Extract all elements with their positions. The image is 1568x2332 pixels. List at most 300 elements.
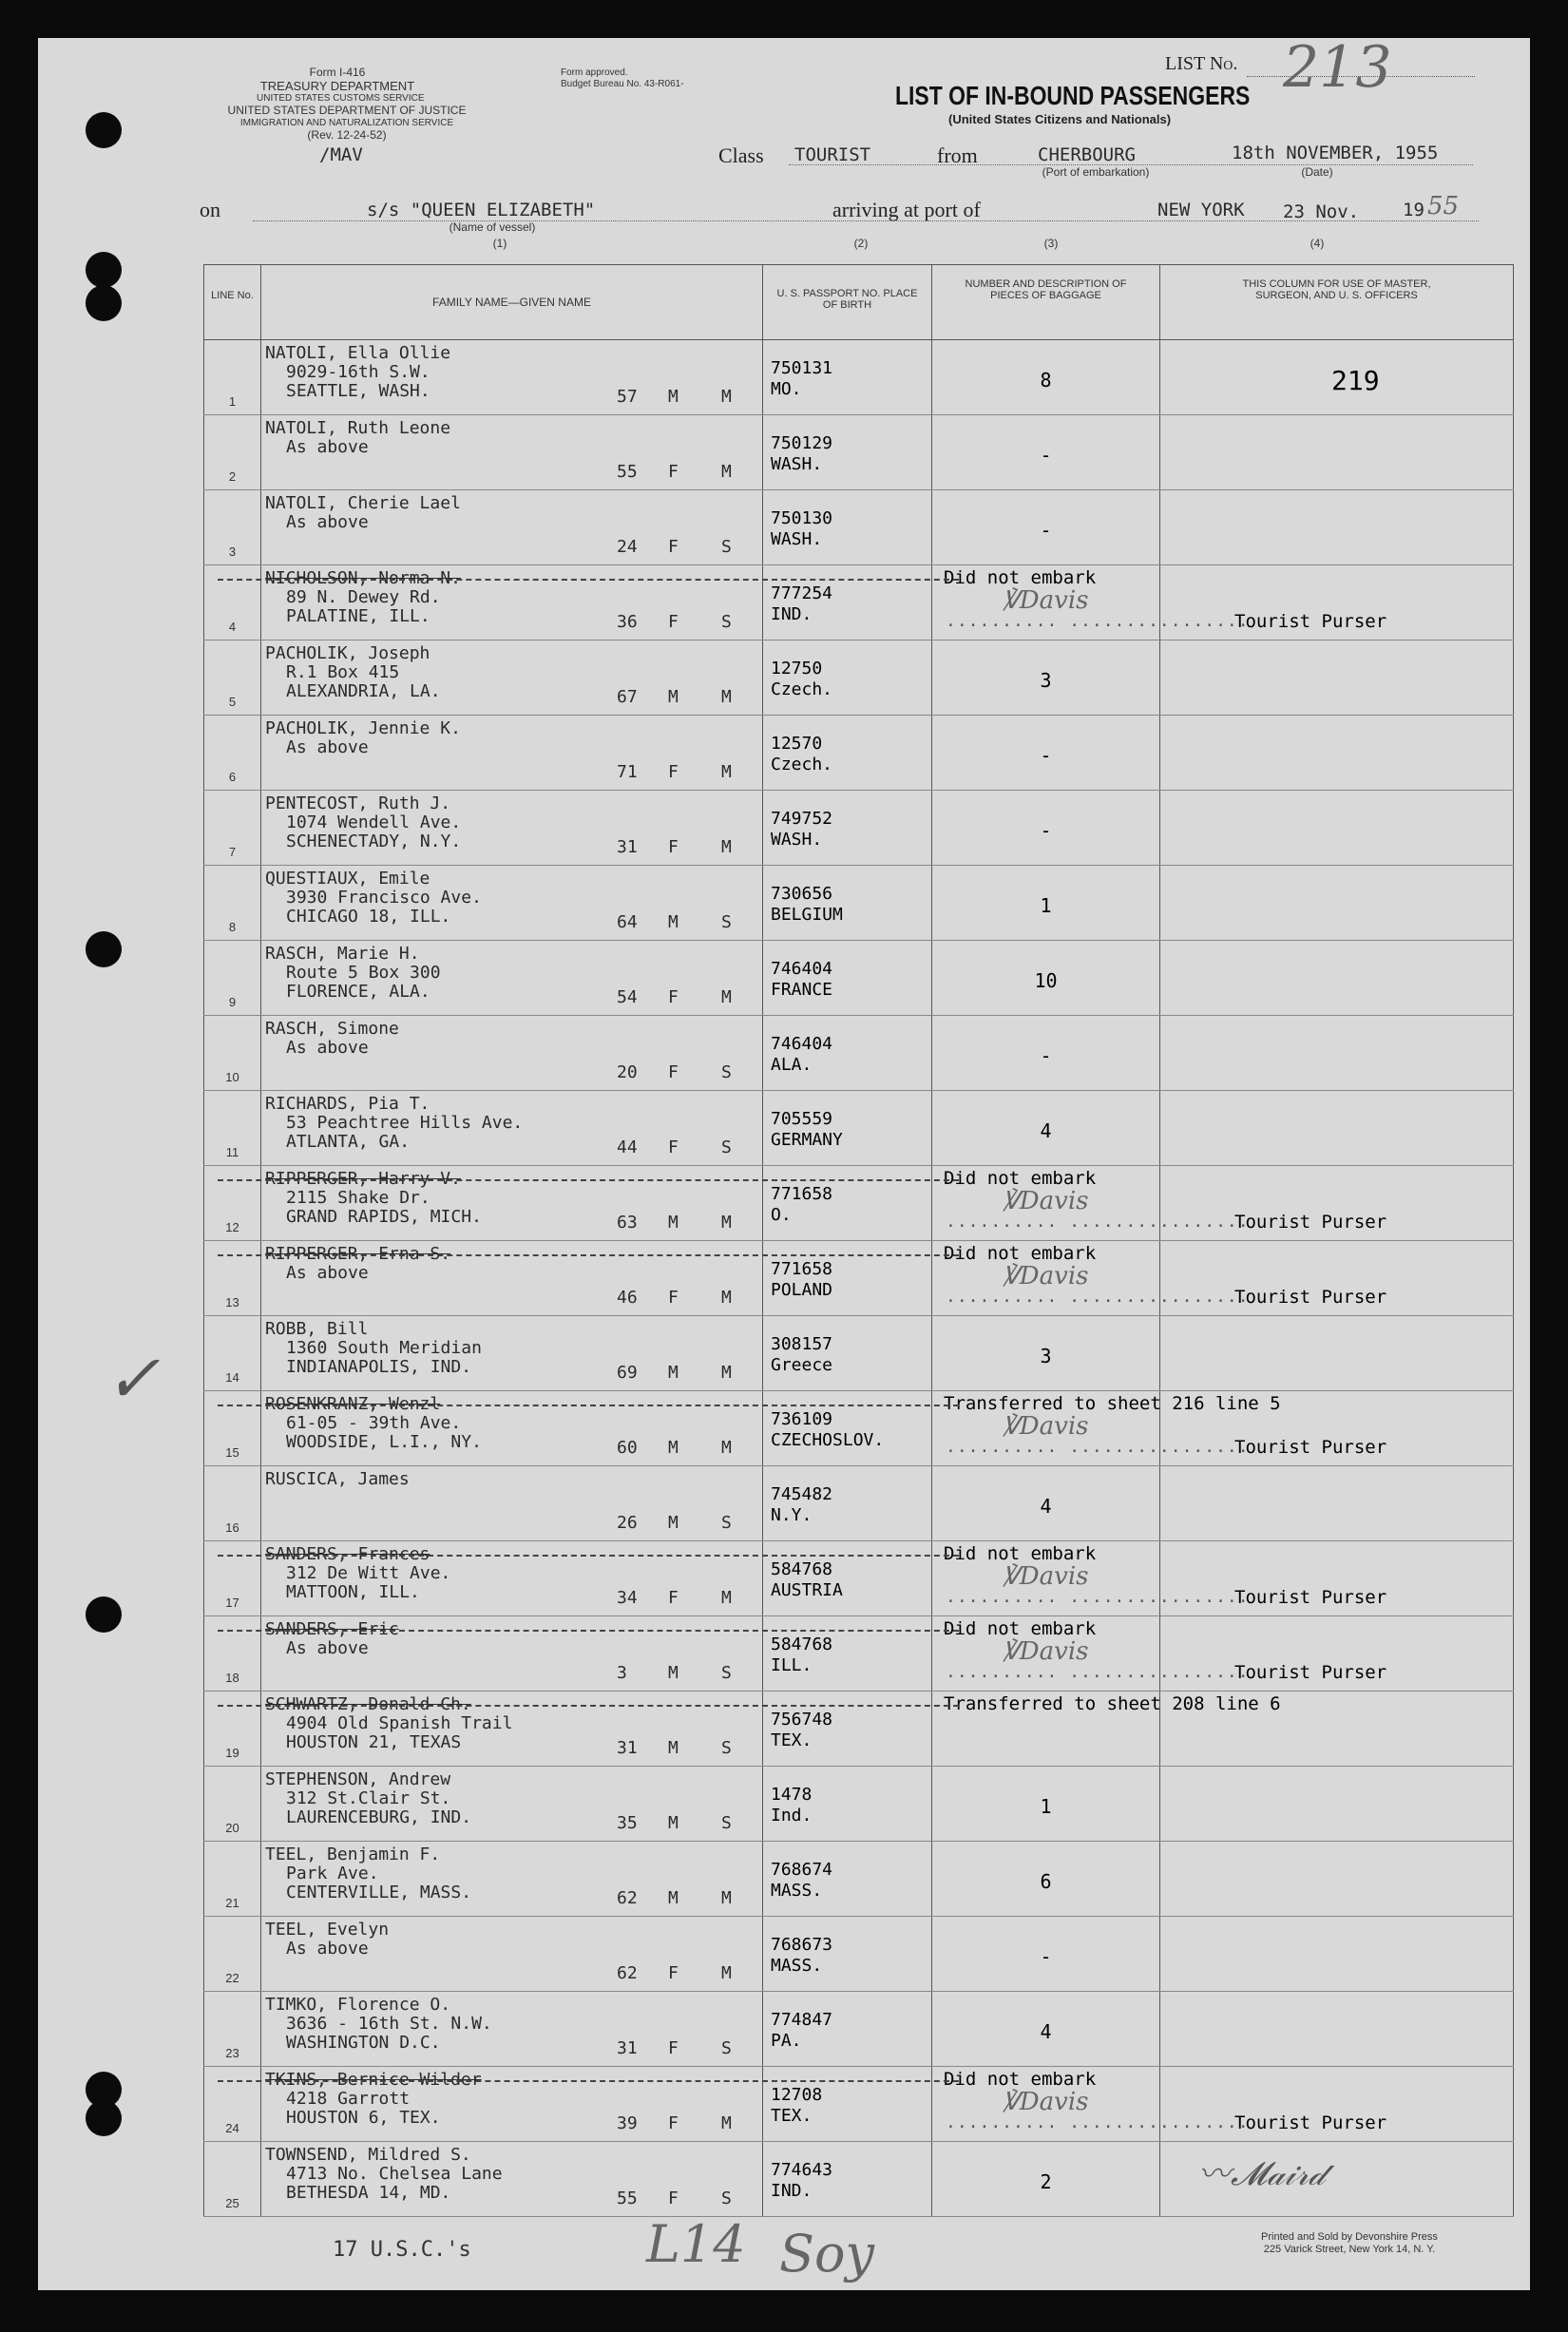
treasury-department: TREASURY DEPARTMENT	[259, 79, 415, 93]
table-row	[204, 941, 1514, 1016]
passenger-name: TOWNSEND, Mildred S.	[265, 2145, 471, 2165]
age: 62	[617, 1888, 638, 1908]
baggage-cell	[932, 1842, 1160, 1917]
sex: M	[668, 1363, 679, 1383]
sex: M	[668, 1513, 679, 1533]
address-line-1: Route 5 Box 300	[286, 963, 441, 983]
line-number: 6	[204, 716, 261, 791]
punch-hole	[86, 1596, 122, 1633]
sex: F	[668, 2113, 679, 2133]
sex: F	[668, 2189, 679, 2208]
table-row	[204, 415, 1514, 490]
table-row	[204, 1917, 1514, 1992]
sex: M	[668, 387, 679, 407]
revision: (Rev. 12-24-52)	[307, 128, 387, 142]
marital-status: M	[721, 1888, 732, 1908]
passenger-name: QUESTIAUX, Emile	[265, 869, 430, 889]
handwritten-note-2: Soy	[779, 2224, 875, 2284]
baggage-cell	[932, 1917, 1160, 1992]
passenger-name-cell	[261, 1391, 763, 1466]
baggage-cell	[932, 791, 1160, 866]
table-header	[204, 265, 1514, 340]
baggage-count: -	[1040, 1945, 1052, 1968]
baggage-count: -	[1040, 744, 1052, 767]
purser-title: .......... ................	[946, 611, 1250, 631]
purser-label: Tourist Purser	[1234, 1437, 1387, 1458]
baggage-count: 8	[1040, 369, 1052, 392]
passport-number: 12708	[771, 2085, 823, 2105]
address-line-1: 9029-16th S.W.	[286, 362, 430, 382]
passenger-name-cell	[261, 1992, 763, 2067]
official-use-cell	[1160, 1016, 1514, 1091]
sex: F	[668, 1137, 679, 1157]
address-line-1: 3930 Francisco Ave.	[286, 888, 482, 908]
address-line-1: 4218 Garrott	[286, 2089, 411, 2109]
sex: M	[668, 1438, 679, 1458]
passenger-name: RASCH, Simone	[265, 1019, 399, 1039]
passport-cell	[763, 1466, 932, 1541]
official-use-cell	[1160, 1541, 1514, 1616]
sex: F	[668, 612, 679, 632]
passenger-name-cell	[261, 1842, 763, 1917]
place-of-birth: TEX.	[771, 1730, 813, 1750]
passport-number: 756748	[771, 1710, 833, 1730]
passenger-name-cell	[261, 1917, 763, 1992]
passenger-name: ROBB, Bill	[265, 1319, 369, 1339]
passport-number: 746404	[771, 959, 833, 979]
passport-cell	[763, 1616, 932, 1692]
baggage-cell	[932, 866, 1160, 941]
address-line-2: CHICAGO 18, ILL.	[286, 907, 451, 927]
marital-status: S	[721, 1137, 732, 1157]
baggage-count: 2	[1040, 2170, 1052, 2193]
table-row	[204, 1391, 1514, 1466]
place-of-birth: TEX.	[771, 2106, 813, 2126]
place-of-birth: POLAND	[771, 1280, 833, 1300]
embark-note: Did not embark	[944, 1243, 1097, 1264]
official-use-cell	[1160, 1241, 1514, 1316]
passport-cell	[763, 941, 932, 1016]
baggage-count: -	[1040, 519, 1052, 542]
year-prefix: 19	[1403, 200, 1425, 220]
address-line-1: 4713 No. Chelsea Lane	[286, 2164, 503, 2184]
col-num-4: (4)	[1310, 237, 1325, 250]
place-of-birth: MO.	[771, 379, 802, 399]
passenger-name: TKINS, Bernice Wilder	[265, 2070, 482, 2090]
age: 34	[617, 1588, 638, 1608]
marital-status: S	[721, 612, 732, 632]
official-use-number: 219	[1331, 365, 1380, 396]
purser-title: .......... ................	[946, 1212, 1250, 1232]
age: 54	[617, 987, 638, 1007]
age: 3	[617, 1663, 627, 1683]
baggage-cell	[932, 1692, 1281, 1767]
sex: M	[668, 1813, 679, 1833]
official-use-cell	[1160, 1166, 1514, 1241]
strike-dashed-line	[218, 1254, 959, 1256]
passenger-name: PENTECOST, Ruth J.	[265, 793, 451, 813]
purser-label: Tourist Purser	[1234, 611, 1387, 632]
line-number: 22	[204, 1917, 261, 1992]
official-use-cell	[1160, 1466, 1514, 1541]
passport-cell	[763, 1316, 932, 1391]
baggage-count: 4	[1040, 1119, 1052, 1142]
line-number: 9	[204, 941, 261, 1016]
address-line-2: SEATTLE, WASH.	[286, 381, 430, 401]
purser-label: Tourist Purser	[1234, 2112, 1387, 2133]
age: 57	[617, 387, 638, 407]
table-row	[204, 490, 1514, 565]
sex: F	[668, 837, 679, 857]
sex: M	[668, 1663, 679, 1683]
baggage-cell	[932, 716, 1160, 791]
class-value: TOURIST	[794, 144, 871, 165]
passport-cell	[763, 565, 932, 640]
table-row	[204, 1316, 1514, 1391]
official-use-cell	[1160, 1692, 1514, 1767]
sex: M	[668, 1213, 679, 1233]
purser-label: Tourist Purser	[1234, 1212, 1387, 1233]
sex: F	[668, 1288, 679, 1308]
address-line-1: As above	[286, 1263, 369, 1283]
printer-line-2: 225 Varick Street, New York 14, N. Y.	[1263, 2244, 1436, 2255]
col-use-header: THIS COLUMN FOR USE OF MASTER, SURGEON, AND U. S. OFFICERS	[1160, 265, 1514, 340]
baggage-count: -	[1040, 444, 1052, 467]
table-row	[204, 2142, 1514, 2217]
address-line-2: CENTERVILLE, MASS.	[286, 1883, 472, 1902]
line-number: 7	[204, 791, 261, 866]
table-row	[204, 1842, 1514, 1917]
passport-cell	[763, 640, 932, 716]
strike-dashed-line	[218, 1705, 959, 1707]
passenger-name: TEEL, Benjamin F.	[265, 1845, 441, 1864]
col-baggage-header: NUMBER AND DESCRIPTION OF PIECES OF BAGGAGE	[932, 265, 1160, 340]
passport-number: 750130	[771, 508, 833, 528]
baggage-count: 3	[1040, 1345, 1052, 1367]
passport-cell	[763, 716, 932, 791]
passport-number: 750131	[771, 358, 833, 378]
address-line-2: WASHINGTON D.C.	[286, 2033, 441, 2053]
passenger-name-cell	[261, 340, 763, 415]
col-num-2: (2)	[853, 237, 869, 250]
address-line-1: 1074 Wendell Ave.	[286, 812, 462, 832]
passport-cell	[763, 1391, 932, 1466]
punch-hole	[86, 931, 122, 967]
place-of-birth: GERMANY	[771, 1130, 843, 1150]
official-use-cell	[1160, 640, 1514, 716]
purser-title: .......... ................	[946, 1587, 1250, 1607]
age: 55	[617, 462, 638, 482]
marital-status: M	[721, 1213, 732, 1233]
passport-cell	[763, 1767, 932, 1842]
purser-label: Tourist Purser	[1234, 1587, 1387, 1608]
passenger-name-cell	[261, 2067, 763, 2142]
line-number: 20	[204, 1767, 261, 1842]
purser-signature: ℣Davis	[1003, 2088, 1089, 2116]
baggage-count: 6	[1040, 1870, 1052, 1893]
passport-cell	[763, 1241, 932, 1316]
official-use-cell	[1160, 1917, 1514, 1992]
address-line-2: HOUSTON 6, TEX.	[286, 2108, 441, 2128]
passenger-name-cell	[261, 1767, 763, 1842]
sex: F	[668, 2038, 679, 2058]
table-row	[204, 640, 1514, 716]
passenger-name: RUSCICA, James	[265, 1469, 410, 1489]
address-line-1: 61-05 - 39th Ave.	[286, 1413, 462, 1433]
age: 67	[617, 687, 638, 707]
passenger-name: NICHOLSON, Norma N.	[265, 568, 461, 588]
passport-cell	[763, 1091, 932, 1166]
place-of-birth: WASH.	[771, 830, 823, 850]
baggage-cell	[932, 1767, 1160, 1842]
passenger-name-cell	[261, 1241, 763, 1316]
age: 64	[617, 912, 638, 932]
list-no-value: 213	[1283, 34, 1392, 101]
sex: F	[668, 1062, 679, 1082]
table-row	[204, 340, 1514, 415]
passenger-name: PACHOLIK, Jennie K.	[265, 718, 461, 738]
official-use-cell	[1160, 716, 1514, 791]
age: 69	[617, 1363, 638, 1383]
passenger-name-cell	[261, 941, 763, 1016]
arrival-date: 23 Nov.	[1283, 201, 1360, 222]
purser-signature: ℣Davis	[1003, 1262, 1089, 1290]
marital-status: M	[721, 1438, 732, 1458]
passenger-name-cell	[261, 716, 763, 791]
port-caption: (Port of embarkation)	[1042, 165, 1150, 179]
passport-number: 768674	[771, 1860, 833, 1880]
passenger-name-cell	[261, 1466, 763, 1541]
baggage-cell	[932, 1091, 1160, 1166]
baggage-cell	[932, 2067, 1387, 2142]
address-line-2: INDIANAPOLIS, IND.	[286, 1357, 472, 1377]
passenger-name: RASCH, Marie H.	[265, 944, 420, 964]
official-use-cell	[1160, 1091, 1514, 1166]
official-use-cell	[1160, 2142, 1514, 2217]
marital-status: M	[721, 1588, 732, 1608]
passenger-name: SANDERS, Frances	[265, 1544, 430, 1564]
place-of-birth: Czech.	[771, 755, 833, 774]
address-line-1: As above	[286, 737, 369, 757]
place-of-birth: ILL.	[771, 1655, 813, 1675]
date-caption: (Date)	[1301, 165, 1333, 179]
passenger-name-cell	[261, 565, 763, 640]
passenger-name: NATOLI, Cherie Lael	[265, 493, 461, 513]
purser-signature: ℣Davis	[1003, 1187, 1089, 1215]
list-no-label: LIST No.	[1165, 53, 1238, 74]
line-number: 4	[204, 565, 261, 640]
place-of-birth: O.	[771, 1205, 792, 1225]
baggage-cell	[932, 1016, 1160, 1091]
address-line-1: As above	[286, 437, 369, 457]
passenger-name: RICHARDS, Pia T.	[265, 1094, 430, 1114]
address-line-1: As above	[286, 1638, 369, 1658]
mav-code: /MAV	[319, 144, 363, 165]
passenger-name: RIPPERGER, Harry V.	[265, 1169, 461, 1189]
printer-line-1: Printed and Sold by Devonshire Press	[1261, 2231, 1438, 2243]
age: 71	[617, 762, 638, 782]
official-use-cell	[1160, 941, 1514, 1016]
passenger-table	[203, 264, 1514, 2217]
official-use-cell	[1160, 415, 1514, 490]
purser-title: .......... ................	[946, 1662, 1250, 1682]
passport-number: 771658	[771, 1184, 833, 1204]
address-line-2: WOODSIDE, L.I., NY.	[286, 1432, 482, 1452]
line-number: 12	[204, 1166, 261, 1241]
baggage-cell	[932, 1391, 1387, 1466]
place-of-birth: AUSTRIA	[771, 1580, 843, 1600]
address-line-1: R.1 Box 415	[286, 662, 400, 682]
address-line-1: 312 De Witt Ave.	[286, 1563, 451, 1583]
table-row	[204, 2067, 1514, 2142]
marital-status: M	[721, 462, 732, 482]
passenger-name: SANDERS, Eric	[265, 1619, 399, 1639]
purser-label: Tourist Purser	[1234, 1662, 1387, 1683]
passport-cell	[763, 1166, 932, 1241]
official-use-cell	[1160, 1316, 1514, 1391]
place-of-birth: CZECHOSLOV.	[771, 1430, 885, 1450]
col-name-header: FAMILY NAME—GIVEN NAME	[261, 265, 763, 340]
official-use-cell	[1160, 565, 1514, 640]
baggage-cell	[932, 1316, 1160, 1391]
table-row	[204, 716, 1514, 791]
passport-number: 705559	[771, 1109, 833, 1129]
passenger-name: TEEL, Evelyn	[265, 1920, 390, 1940]
baggage-cell	[932, 640, 1160, 716]
table-row	[204, 1241, 1514, 1316]
purser-label: Tourist Purser	[1234, 1287, 1387, 1308]
marital-status: M	[721, 387, 732, 407]
vessel-caption: (Name of vessel)	[449, 220, 536, 234]
passport-cell	[763, 866, 932, 941]
baggage-cell	[932, 1166, 1387, 1241]
class-line	[789, 164, 1473, 165]
address-line-2: MATTOON, ILL.	[286, 1582, 420, 1602]
passport-number: 1478	[771, 1785, 813, 1805]
age: 55	[617, 2189, 638, 2208]
passport-number: 774643	[771, 2160, 833, 2180]
marital-status: S	[721, 2189, 732, 2208]
address-line-2: ALEXANDRIA, LA.	[286, 681, 441, 701]
line-number: 8	[204, 866, 261, 941]
official-use-cell	[1160, 866, 1514, 941]
purser-signature: ℣Davis	[1003, 1637, 1089, 1666]
col-num-1: (1)	[492, 237, 507, 250]
passport-cell	[763, 2067, 932, 2142]
table-row	[204, 1767, 1514, 1842]
address-line-1: 3636 - 16th St. N.W.	[286, 2014, 492, 2034]
from-label: from	[937, 143, 978, 167]
strike-dashed-line	[218, 2080, 959, 2082]
strike-dashed-line	[218, 1630, 959, 1632]
passport-number: 308157	[771, 1334, 833, 1354]
place-of-birth: ALA.	[771, 1055, 813, 1075]
line-number: 10	[204, 1016, 261, 1091]
passport-cell	[763, 2142, 932, 2217]
passenger-name: NATOLI, Ella Ollie	[265, 343, 451, 363]
line-number: 25	[204, 2142, 261, 2217]
line-number: 23	[204, 1992, 261, 2067]
official-use-cell	[1160, 1616, 1514, 1692]
margin-check-mark: ✓	[105, 1340, 161, 1418]
purser-signature: ℣Davis	[1003, 1412, 1089, 1441]
baggage-count: 1	[1040, 894, 1052, 917]
line-number: 5	[204, 640, 261, 716]
table-row	[204, 1166, 1514, 1241]
baggage-cell	[932, 565, 1387, 640]
baggage-count: 4	[1040, 1495, 1052, 1518]
passport-cell	[763, 415, 932, 490]
official-use-cell	[1160, 1992, 1514, 2067]
passenger-name: NATOLI, Ruth Leone	[265, 418, 451, 438]
marital-status: M	[721, 687, 732, 707]
baggage-cell	[932, 1466, 1160, 1541]
passport-number: 584768	[771, 1634, 833, 1654]
sex: F	[668, 762, 679, 782]
line-number: 2	[204, 415, 261, 490]
baggage-cell	[932, 1241, 1387, 1316]
strike-dashed-line	[218, 1555, 959, 1557]
address-line-2: PALATINE, ILL.	[286, 606, 430, 626]
place-of-birth: MASS.	[771, 1881, 823, 1901]
address-line-1: 1360 South Meridian	[286, 1338, 482, 1358]
marital-status: S	[721, 1663, 732, 1683]
passenger-name-cell	[261, 1091, 763, 1166]
age: 31	[617, 1738, 638, 1758]
vessel-line	[253, 220, 1479, 221]
purser-signature: ℣Davis	[1003, 586, 1089, 615]
passenger-name-cell	[261, 791, 763, 866]
port-of-arrival: NEW YORK	[1157, 200, 1245, 220]
address-line-2: SCHENECTADY, N.Y.	[286, 831, 462, 851]
age: 35	[617, 1813, 638, 1833]
baggage-cell	[932, 1541, 1387, 1616]
age: 26	[617, 1513, 638, 1533]
table-row	[204, 565, 1514, 640]
address-line-2: BETHESDA 14, MD.	[286, 2183, 451, 2203]
embark-note: Did not embark	[944, 1543, 1097, 1564]
marital-status: S	[721, 1738, 732, 1758]
passenger-name-cell	[261, 490, 763, 565]
age: 31	[617, 837, 638, 857]
passenger-name-cell	[261, 1016, 763, 1091]
age: 36	[617, 612, 638, 632]
passport-number: 774847	[771, 2010, 833, 2030]
table-row	[204, 1091, 1514, 1166]
line-number: 19	[204, 1692, 261, 1767]
passport-cell	[763, 490, 932, 565]
address-line-1: 89 N. Dewey Rd.	[286, 587, 441, 607]
passport-number: 12750	[771, 659, 823, 679]
baggage-cell	[932, 490, 1160, 565]
passport-cell	[763, 340, 932, 415]
sex: F	[668, 1588, 679, 1608]
place-of-birth: BELGIUM	[771, 905, 843, 925]
address-line-2: FLORENCE, ALA.	[286, 982, 430, 1002]
place-of-birth: Greece	[771, 1355, 833, 1375]
passport-number: 749752	[771, 809, 833, 829]
passenger-name: SCHWARTZ, Donald Ch.	[265, 1694, 471, 1714]
age: 39	[617, 2113, 638, 2133]
col-line-header: LINE No.	[204, 265, 261, 340]
baggage-cell	[932, 941, 1160, 1016]
address-line-1: As above	[286, 1939, 369, 1959]
embark-note: Transferred to sheet 216 line 5	[944, 1393, 1281, 1414]
purser-signature: ℣Davis	[1003, 1562, 1089, 1591]
address-line-2: HOUSTON 21, TEXAS	[286, 1732, 462, 1752]
sex: M	[668, 1738, 679, 1758]
department-of-justice: UNITED STATES DEPARTMENT OF JUSTICE	[227, 104, 467, 117]
